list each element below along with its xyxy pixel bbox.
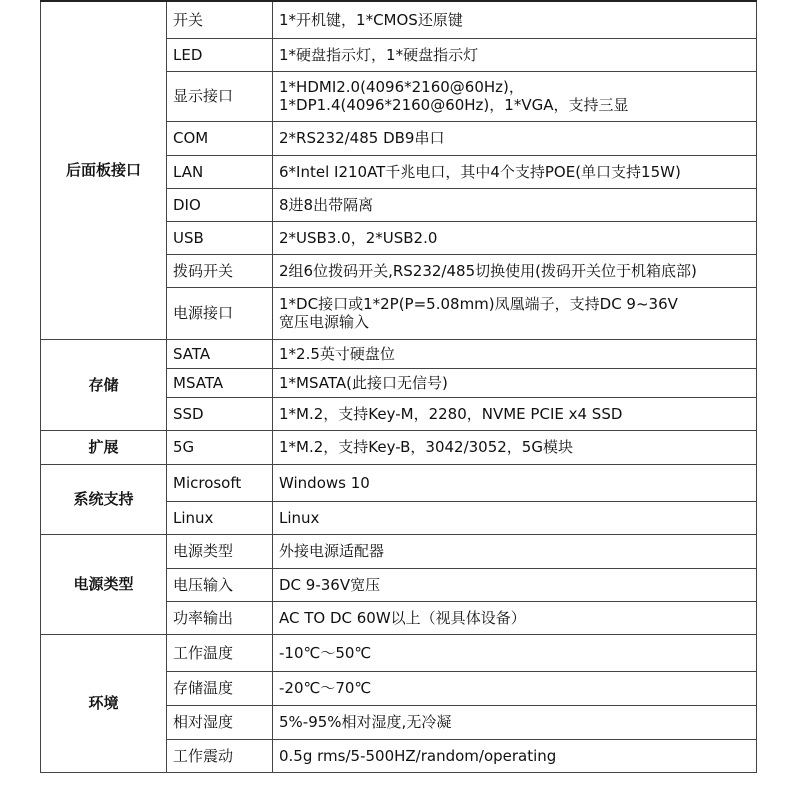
spec-item-value: 2组6位拨码开关,RS232/485切换使用(拨码开关位于机箱底部) [273, 254, 757, 287]
spec-item-label: DIO [167, 188, 273, 221]
spec-item-value: DC 9-36V宽压 [273, 568, 757, 601]
spec-item-label: 工作震动 [167, 739, 273, 772]
spec-item-value: 6*Intel I210AT千兆电口，其中4个支持POE(单口支持15W) [273, 155, 757, 188]
spec-item-value: 1*M.2，支持Key-M，2280，NVME PCIE x4 SSD [273, 397, 757, 430]
spec-item-value: -20℃～70℃ [273, 671, 757, 705]
spec-item-label: Linux [167, 501, 273, 534]
spec-item-value: 1*DC接口或1*2P(P=5.08mm)凤凰端子，支持DC 9~36V 宽压电源输入 [273, 287, 757, 339]
spec-row [41, 634, 757, 671]
spec-row [41, 464, 757, 501]
spec-item-value: 1*开机键，1*CMOS还原键 [273, 1, 757, 38]
spec-item-label: USB [167, 221, 273, 254]
spec-item-label: 存储温度 [167, 671, 273, 705]
spec-item-value: 8进8出带隔离 [273, 188, 757, 221]
group-title: 电源类型 [41, 534, 167, 634]
spec-item-label: SSD [167, 397, 273, 430]
spec-item-label: 电源接口 [167, 287, 273, 339]
group-title: 后面板接口 [41, 1, 167, 339]
spec-item-label: MSATA [167, 368, 273, 397]
spec-item-label: 电压输入 [167, 568, 273, 601]
spec-table [40, 0, 757, 773]
spec-row [41, 534, 757, 568]
spec-item-value: Linux [273, 501, 757, 534]
spec-item-value: 1*HDMI2.0(4096*2160@60Hz)， 1*DP1.4(4096*2160@60Hz)，1*VGA，支持三显 [273, 71, 757, 121]
spec-item-value: 1*硬盘指示灯，1*硬盘指示灯 [273, 38, 757, 71]
spec-row [41, 339, 757, 368]
spec-item-value: 2*RS232/485 DB9串口 [273, 121, 757, 155]
spec-item-value: AC TO DC 60W以上（视具体设备） [273, 601, 757, 634]
spec-item-label: 5G [167, 430, 273, 464]
spec-item-value: -10℃～50℃ [273, 634, 757, 671]
group-title: 系统支持 [41, 464, 167, 534]
spec-item-label: COM [167, 121, 273, 155]
spec-item-value: 1*MSATA(此接口无信号) [273, 368, 757, 397]
spec-item-label: 功率输出 [167, 601, 273, 634]
spec-item-value: Windows 10 [273, 464, 757, 501]
group-title: 扩展 [41, 430, 167, 464]
spec-item-value: 1*2.5英寸硬盘位 [273, 339, 757, 368]
spec-row [41, 1, 757, 38]
spec-item-label: 开关 [167, 1, 273, 38]
spec-item-value: 2*USB3.0，2*USB2.0 [273, 221, 757, 254]
spec-item-label: 工作温度 [167, 634, 273, 671]
spec-table-body [41, 1, 757, 772]
spec-item-label: 拨码开关 [167, 254, 273, 287]
group-title: 存储 [41, 339, 167, 430]
spec-item-label: 电源类型 [167, 534, 273, 568]
spec-item-value: 1*M.2，支持Key-B，3042/3052，5G模块 [273, 430, 757, 464]
spec-item-value: 外接电源适配器 [273, 534, 757, 568]
group-title: 环境 [41, 634, 167, 772]
spec-item-label: Microsoft [167, 464, 273, 501]
spec-item-value: 5%-95%相对湿度,无冷凝 [273, 705, 757, 739]
spec-row [41, 430, 757, 464]
spec-item-label: SATA [167, 339, 273, 368]
spec-item-label: 相对湿度 [167, 705, 273, 739]
spec-item-label: 显示接口 [167, 71, 273, 121]
spec-item-label: LED [167, 38, 273, 71]
spec-item-label: LAN [167, 155, 273, 188]
spec-item-value: 0.5g rms/5-500HZ/random/operating [273, 739, 757, 772]
